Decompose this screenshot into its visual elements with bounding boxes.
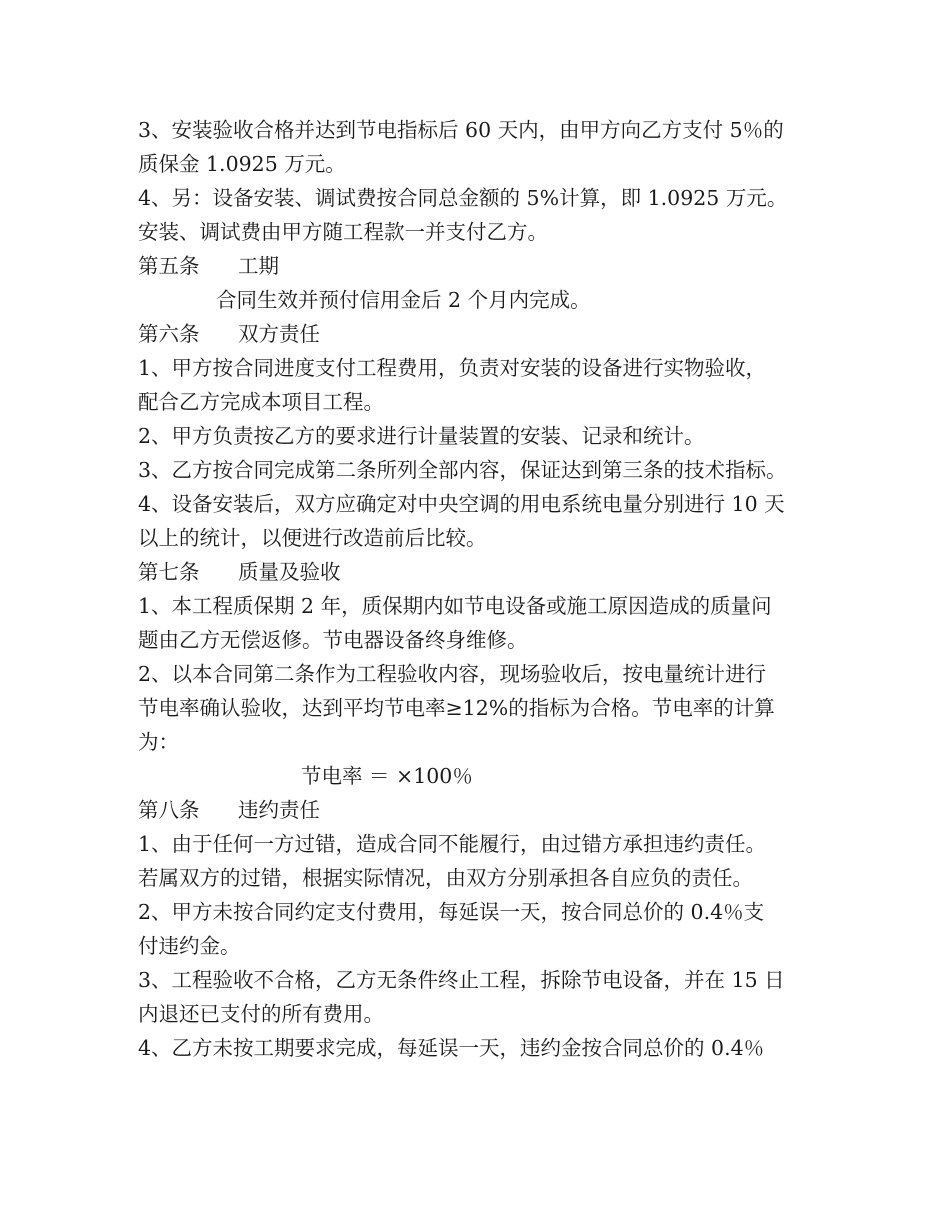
paragraph-line: 为： — [138, 730, 179, 754]
paragraph-line: 3、乙方按合同完成第二条所列全部内容，保证达到第三条的技术指标。 — [138, 458, 787, 482]
paragraph-line: 2、甲方负责按乙方的要求进行计量装置的安装、记录和统计。 — [138, 424, 705, 448]
paragraph-line: 4、设备安装后，双方应确定对中央空调的用电系统电量分别进行 10 天 — [138, 492, 785, 516]
paragraph-line: 节电率确认验收，达到平均节电率≥12%的指标为合格。节电率的计算 — [138, 696, 775, 720]
paragraph-line: 若属双方的过错，根据实际情况，由双方分别承担各自应负的责任。 — [138, 866, 753, 890]
article-title: 质量及验收 — [238, 560, 341, 584]
article-8-heading — [138, 793, 818, 827]
paragraph-line: 合同生效并预付信用金后 2 个月内完成。 — [216, 288, 591, 312]
paragraph-line: 2、甲方未按合同约定支付费用，每延误一天，按合同总价的 0.4％支 — [138, 900, 765, 924]
paragraph-line: 4、乙方未按工期要求完成，每延误一天，违约金按合同总价的 0.4％ — [138, 1036, 765, 1060]
paragraph-line: 题由乙方无偿返修。节电器设备终身维修。 — [138, 628, 528, 652]
paragraph-line: 质保金 1.0925 万元。 — [138, 152, 346, 176]
article-title: 双方责任 — [238, 322, 320, 346]
paragraph-line: 3、工程验收不合格，乙方无条件终止工程，拆除节电设备，并在 15 日 — [138, 968, 785, 992]
paragraph-line: 3、安装验收合格并达到节电指标后 60 天内，由甲方向乙方支付 5％的 — [138, 118, 784, 142]
article-title: 违约责任 — [238, 798, 320, 822]
paragraph-line: 以上的统计，以便进行改造前后比较。 — [138, 526, 487, 550]
paragraph-line: 2、以本合同第二条作为工程验收内容，现场验收后，按电量统计进行 — [138, 662, 767, 686]
article-7-heading — [138, 555, 818, 589]
article-number: 第七条 — [138, 560, 200, 584]
paragraph-line: 4、另：设备安装、调试费按合同总金额的 5%计算，即 1.0925 万元。 — [138, 186, 788, 210]
paragraph-line: 配合乙方完成本项目工程。 — [138, 390, 384, 414]
document-page — [138, 113, 818, 1065]
article-title: 工期 — [238, 254, 279, 278]
paragraph-line: 安装、调试费由甲方随工程款一并支付乙方。 — [138, 220, 548, 244]
article-6-heading — [138, 317, 818, 351]
article-5-heading — [138, 249, 818, 283]
paragraph-line: 1、由于任何一方过错，造成合同不能履行，由过错方承担违约责任。 — [138, 832, 767, 856]
article-number: 第八条 — [138, 798, 200, 822]
paragraph-line: 付违约金。 — [138, 934, 241, 958]
article-number: 第六条 — [138, 322, 200, 346]
paragraph-line: 1、本工程质保期 2 年，质保期内如节电设备或施工原因造成的质量问 — [138, 594, 772, 618]
paragraph-line: 内退还已支付的所有费用。 — [138, 1002, 384, 1026]
article-number: 第五条 — [138, 254, 200, 278]
paragraph-line: 1、甲方按合同进度支付工程费用，负责对安装的设备进行实物验收， — [138, 356, 767, 380]
formula-line: 节电率 ＝ ×100％ — [301, 764, 473, 788]
